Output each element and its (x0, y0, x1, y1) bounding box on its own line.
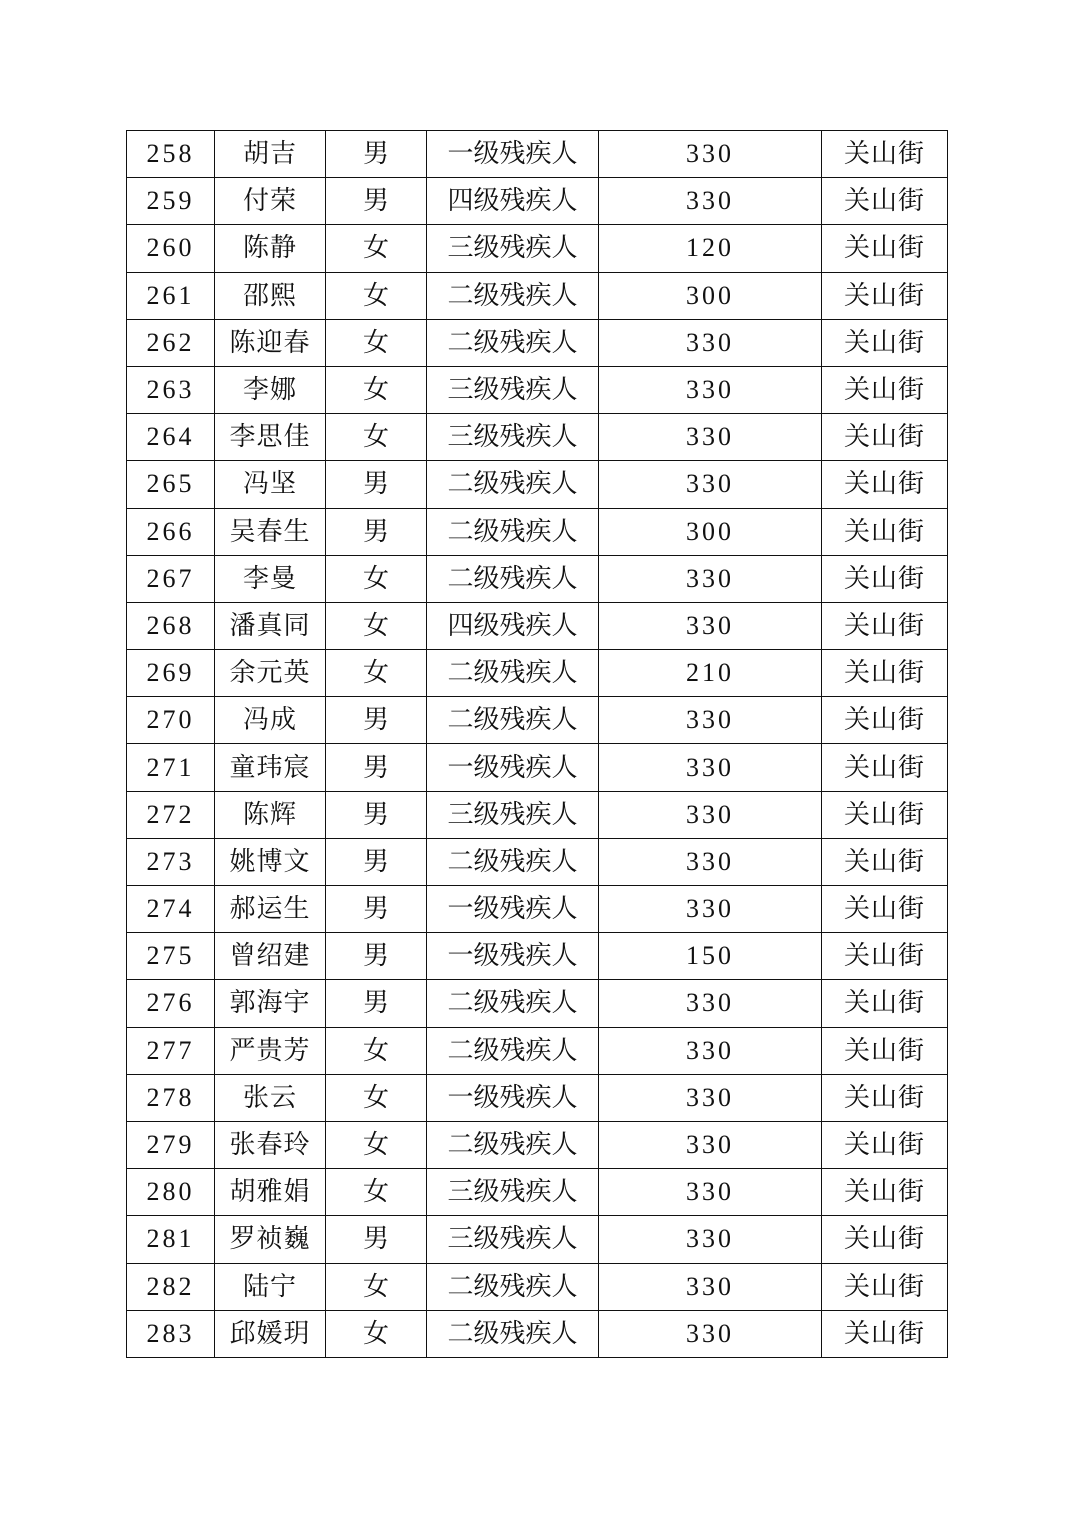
roster-table-body (127, 131, 948, 1358)
disability-level-cell: 四级残疾人 (427, 178, 599, 225)
serial-number-cell: 260 (127, 225, 215, 272)
table-row (127, 602, 948, 649)
street-cell: 关山街 (822, 131, 948, 178)
gender-cell: 女 (326, 1074, 427, 1121)
street-cell: 关山街 (822, 980, 948, 1027)
amount-cell: 330 (599, 1121, 822, 1168)
table-row (127, 178, 948, 225)
gender-cell: 女 (326, 602, 427, 649)
name-cell: 胡吉 (215, 131, 326, 178)
disability-level-cell: 二级残疾人 (427, 650, 599, 697)
table-row (127, 272, 948, 319)
serial-number-cell: 266 (127, 508, 215, 555)
disability-level-cell: 二级残疾人 (427, 1310, 599, 1357)
street-cell: 关山街 (822, 933, 948, 980)
disability-level-cell: 二级残疾人 (427, 697, 599, 744)
amount-cell: 330 (599, 178, 822, 225)
amount-cell: 330 (599, 602, 822, 649)
amount-cell: 330 (599, 1027, 822, 1074)
serial-number-cell: 275 (127, 933, 215, 980)
amount-cell: 120 (599, 225, 822, 272)
amount-cell: 330 (599, 980, 822, 1027)
serial-number-cell: 261 (127, 272, 215, 319)
street-cell: 关山街 (822, 791, 948, 838)
serial-number-cell: 274 (127, 886, 215, 933)
street-cell: 关山街 (822, 650, 948, 697)
street-cell: 关山街 (822, 1169, 948, 1216)
table-row (127, 650, 948, 697)
disability-level-cell: 一级残疾人 (427, 744, 599, 791)
disability-level-cell: 四级残疾人 (427, 602, 599, 649)
amount-cell: 330 (599, 886, 822, 933)
gender-cell: 女 (326, 1027, 427, 1074)
amount-cell: 300 (599, 272, 822, 319)
street-cell: 关山街 (822, 414, 948, 461)
gender-cell: 女 (326, 1169, 427, 1216)
disability-level-cell: 二级残疾人 (427, 980, 599, 1027)
document-page (126, 130, 947, 1358)
serial-number-cell: 269 (127, 650, 215, 697)
table-row (127, 697, 948, 744)
gender-cell: 女 (326, 272, 427, 319)
name-cell: 吴春生 (215, 508, 326, 555)
name-cell: 陈静 (215, 225, 326, 272)
gender-cell: 女 (326, 555, 427, 602)
amount-cell: 330 (599, 366, 822, 413)
street-cell: 关山街 (822, 225, 948, 272)
gender-cell: 女 (326, 1310, 427, 1357)
amount-cell: 210 (599, 650, 822, 697)
disability-level-cell: 二级残疾人 (427, 555, 599, 602)
street-cell: 关山街 (822, 1074, 948, 1121)
street-cell: 关山街 (822, 555, 948, 602)
name-cell: 陈辉 (215, 791, 326, 838)
street-cell: 关山街 (822, 319, 948, 366)
serial-number-cell: 270 (127, 697, 215, 744)
serial-number-cell: 276 (127, 980, 215, 1027)
disability-level-cell: 二级残疾人 (427, 461, 599, 508)
table-row (127, 1263, 948, 1310)
amount-cell: 330 (599, 1216, 822, 1263)
serial-number-cell: 283 (127, 1310, 215, 1357)
name-cell: 余元英 (215, 650, 326, 697)
serial-number-cell: 265 (127, 461, 215, 508)
serial-number-cell: 278 (127, 1074, 215, 1121)
street-cell: 关山街 (822, 1263, 948, 1310)
roster-table (126, 130, 948, 1358)
gender-cell: 女 (326, 1121, 427, 1168)
amount-cell: 330 (599, 791, 822, 838)
table-row (127, 1310, 948, 1357)
disability-level-cell: 二级残疾人 (427, 319, 599, 366)
serial-number-cell: 282 (127, 1263, 215, 1310)
name-cell: 姚博文 (215, 838, 326, 885)
street-cell: 关山街 (822, 602, 948, 649)
gender-cell: 男 (326, 838, 427, 885)
serial-number-cell: 263 (127, 366, 215, 413)
gender-cell: 女 (326, 225, 427, 272)
gender-cell: 男 (326, 131, 427, 178)
gender-cell: 男 (326, 697, 427, 744)
amount-cell: 330 (599, 1074, 822, 1121)
gender-cell: 女 (326, 1263, 427, 1310)
gender-cell: 男 (326, 178, 427, 225)
gender-cell: 女 (326, 650, 427, 697)
name-cell: 邵熙 (215, 272, 326, 319)
serial-number-cell: 267 (127, 555, 215, 602)
serial-number-cell: 271 (127, 744, 215, 791)
table-row (127, 366, 948, 413)
disability-level-cell: 二级残疾人 (427, 838, 599, 885)
disability-level-cell: 一级残疾人 (427, 131, 599, 178)
disability-level-cell: 二级残疾人 (427, 1121, 599, 1168)
table-row (127, 1169, 948, 1216)
gender-cell: 男 (326, 886, 427, 933)
name-cell: 邱媛玥 (215, 1310, 326, 1357)
table-row (127, 933, 948, 980)
amount-cell: 330 (599, 461, 822, 508)
gender-cell: 男 (326, 508, 427, 555)
name-cell: 李思佳 (215, 414, 326, 461)
gender-cell: 男 (326, 744, 427, 791)
serial-number-cell: 262 (127, 319, 215, 366)
serial-number-cell: 279 (127, 1121, 215, 1168)
street-cell: 关山街 (822, 1216, 948, 1263)
table-row (127, 225, 948, 272)
serial-number-cell: 264 (127, 414, 215, 461)
street-cell: 关山街 (822, 1027, 948, 1074)
street-cell: 关山街 (822, 508, 948, 555)
disability-level-cell: 一级残疾人 (427, 1074, 599, 1121)
name-cell: 罗祯巍 (215, 1216, 326, 1263)
table-row (127, 744, 948, 791)
name-cell: 郝运生 (215, 886, 326, 933)
name-cell: 张云 (215, 1074, 326, 1121)
amount-cell: 330 (599, 1310, 822, 1357)
table-row (127, 838, 948, 885)
table-row (127, 1216, 948, 1263)
amount-cell: 330 (599, 555, 822, 602)
table-row (127, 461, 948, 508)
street-cell: 关山街 (822, 744, 948, 791)
disability-level-cell: 一级残疾人 (427, 933, 599, 980)
amount-cell: 330 (599, 131, 822, 178)
street-cell: 关山街 (822, 1310, 948, 1357)
amount-cell: 330 (599, 838, 822, 885)
table-row (127, 791, 948, 838)
table-row (127, 508, 948, 555)
disability-level-cell: 三级残疾人 (427, 366, 599, 413)
disability-level-cell: 三级残疾人 (427, 414, 599, 461)
gender-cell: 女 (326, 366, 427, 413)
disability-level-cell: 三级残疾人 (427, 1216, 599, 1263)
amount-cell: 150 (599, 933, 822, 980)
amount-cell: 330 (599, 697, 822, 744)
disability-level-cell: 三级残疾人 (427, 791, 599, 838)
serial-number-cell: 258 (127, 131, 215, 178)
table-row (127, 555, 948, 602)
street-cell: 关山街 (822, 178, 948, 225)
table-row (127, 1027, 948, 1074)
amount-cell: 330 (599, 319, 822, 366)
table-row (127, 980, 948, 1027)
amount-cell: 330 (599, 414, 822, 461)
disability-level-cell: 二级残疾人 (427, 1027, 599, 1074)
table-row (127, 1121, 948, 1168)
disability-level-cell: 一级残疾人 (427, 886, 599, 933)
gender-cell: 女 (326, 319, 427, 366)
name-cell: 童玮宸 (215, 744, 326, 791)
amount-cell: 330 (599, 744, 822, 791)
street-cell: 关山街 (822, 886, 948, 933)
street-cell: 关山街 (822, 366, 948, 413)
table-row (127, 414, 948, 461)
street-cell: 关山街 (822, 1121, 948, 1168)
disability-level-cell: 二级残疾人 (427, 508, 599, 555)
name-cell: 陈迎春 (215, 319, 326, 366)
street-cell: 关山街 (822, 272, 948, 319)
disability-level-cell: 三级残疾人 (427, 225, 599, 272)
gender-cell: 男 (326, 1216, 427, 1263)
name-cell: 郭海宇 (215, 980, 326, 1027)
street-cell: 关山街 (822, 697, 948, 744)
disability-level-cell: 二级残疾人 (427, 1263, 599, 1310)
name-cell: 张春玲 (215, 1121, 326, 1168)
gender-cell: 男 (326, 980, 427, 1027)
gender-cell: 男 (326, 791, 427, 838)
serial-number-cell: 281 (127, 1216, 215, 1263)
table-row (127, 319, 948, 366)
name-cell: 严贵芳 (215, 1027, 326, 1074)
amount-cell: 300 (599, 508, 822, 555)
name-cell: 冯坚 (215, 461, 326, 508)
street-cell: 关山街 (822, 461, 948, 508)
name-cell: 李曼 (215, 555, 326, 602)
name-cell: 冯成 (215, 697, 326, 744)
disability-level-cell: 二级残疾人 (427, 272, 599, 319)
name-cell: 曾绍建 (215, 933, 326, 980)
gender-cell: 男 (326, 933, 427, 980)
name-cell: 陆宁 (215, 1263, 326, 1310)
name-cell: 李娜 (215, 366, 326, 413)
amount-cell: 330 (599, 1263, 822, 1310)
serial-number-cell: 272 (127, 791, 215, 838)
street-cell: 关山街 (822, 838, 948, 885)
gender-cell: 男 (326, 461, 427, 508)
gender-cell: 女 (326, 414, 427, 461)
table-row (127, 131, 948, 178)
table-row (127, 886, 948, 933)
serial-number-cell: 259 (127, 178, 215, 225)
amount-cell: 330 (599, 1169, 822, 1216)
disability-level-cell: 三级残疾人 (427, 1169, 599, 1216)
name-cell: 付荣 (215, 178, 326, 225)
serial-number-cell: 273 (127, 838, 215, 885)
serial-number-cell: 280 (127, 1169, 215, 1216)
serial-number-cell: 268 (127, 602, 215, 649)
serial-number-cell: 277 (127, 1027, 215, 1074)
name-cell: 潘真同 (215, 602, 326, 649)
name-cell: 胡雅娟 (215, 1169, 326, 1216)
table-row (127, 1074, 948, 1121)
